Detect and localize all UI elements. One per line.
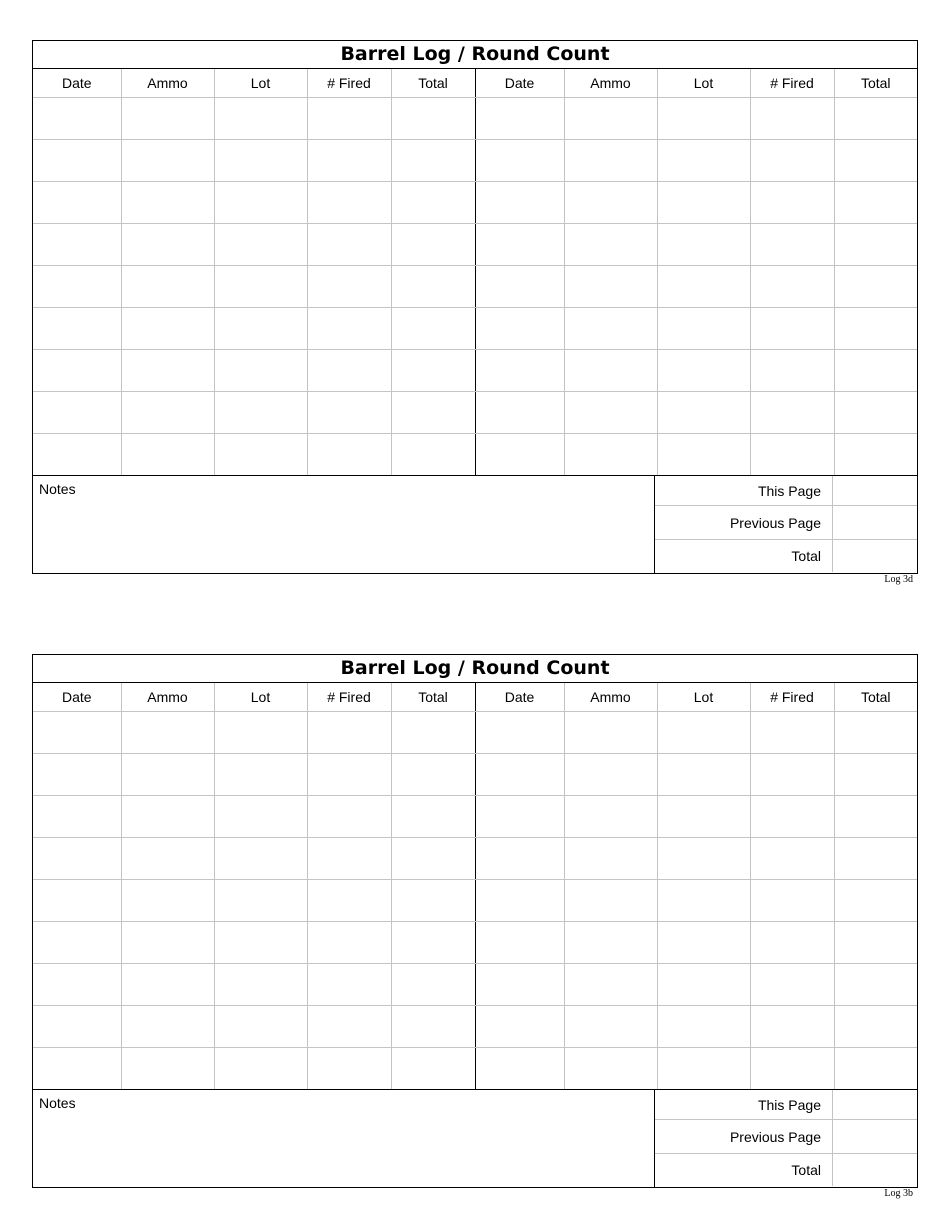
col-ammo-header: Ammo <box>121 683 214 711</box>
entry-cell[interactable] <box>214 879 307 921</box>
entry-cell[interactable] <box>307 97 391 139</box>
entry-cell[interactable] <box>33 433 121 475</box>
entry-cell[interactable] <box>33 139 121 181</box>
entry-cell[interactable] <box>657 265 750 307</box>
entry-cell[interactable] <box>564 921 657 963</box>
entry-cell[interactable] <box>391 223 475 265</box>
entry-cell[interactable] <box>121 1005 214 1047</box>
entry-cell[interactable] <box>475 181 564 223</box>
entry-cell[interactable] <box>564 433 657 475</box>
col-lot-header: Lot <box>214 69 307 97</box>
entry-cell[interactable] <box>657 181 750 223</box>
entry-cell[interactable] <box>475 753 564 795</box>
previous-page-label: Previous Page <box>655 506 833 539</box>
col-lot-header: Lot <box>214 683 307 711</box>
entry-cell[interactable] <box>391 181 475 223</box>
entry-cell[interactable] <box>564 1047 657 1089</box>
form-title: Barrel Log / Round Count <box>33 41 917 69</box>
entry-cell[interactable] <box>834 433 917 475</box>
entry-cell[interactable] <box>657 223 750 265</box>
entry-cell[interactable] <box>33 963 121 1005</box>
entry-cell[interactable] <box>33 711 121 753</box>
entry-cell[interactable] <box>33 1047 121 1089</box>
entry-cell[interactable] <box>657 391 750 433</box>
entry-cell[interactable] <box>121 753 214 795</box>
entry-cell[interactable] <box>307 181 391 223</box>
entry-cell[interactable] <box>121 837 214 879</box>
form-footer <box>33 475 917 573</box>
header-row <box>33 683 917 711</box>
entry-cell[interactable] <box>121 879 214 921</box>
entry-cell[interactable] <box>121 1047 214 1089</box>
this-page-row <box>655 476 917 506</box>
entry-cell[interactable] <box>33 265 121 307</box>
entry-cell[interactable] <box>307 879 391 921</box>
entry-cell[interactable] <box>750 879 834 921</box>
entry-cell[interactable] <box>564 879 657 921</box>
col-ammo-header: Ammo <box>564 69 657 97</box>
entry-cell[interactable] <box>33 97 121 139</box>
log-table <box>33 69 917 475</box>
entry-rows <box>33 711 917 1089</box>
entry-cell[interactable] <box>750 963 834 1005</box>
table-row <box>33 433 917 475</box>
entry-cell[interactable] <box>750 391 834 433</box>
entry-cell[interactable] <box>657 879 750 921</box>
entry-cell[interactable] <box>475 711 564 753</box>
entry-cell[interactable] <box>750 1005 834 1047</box>
entry-cell[interactable] <box>750 139 834 181</box>
entry-cell[interactable] <box>307 433 391 475</box>
entry-cell[interactable] <box>33 879 121 921</box>
entry-cell[interactable] <box>121 97 214 139</box>
table-row <box>33 711 917 753</box>
col-ammo-header: Ammo <box>564 683 657 711</box>
entry-cell[interactable] <box>834 391 917 433</box>
entry-cell[interactable] <box>657 1005 750 1047</box>
entry-cell[interactable] <box>475 837 564 879</box>
entry-cell[interactable] <box>214 181 307 223</box>
entry-cell[interactable] <box>750 837 834 879</box>
entry-cell[interactable] <box>475 307 564 349</box>
entry-cell[interactable] <box>834 1047 917 1089</box>
entry-cell[interactable] <box>475 795 564 837</box>
entry-cell[interactable] <box>834 307 917 349</box>
previous-page-row <box>655 1120 917 1154</box>
barrel-log-form-2 <box>32 654 918 1199</box>
entry-cell[interactable] <box>33 181 121 223</box>
entry-cell[interactable] <box>307 963 391 1005</box>
entry-rows <box>33 97 917 475</box>
entry-cell[interactable] <box>391 795 475 837</box>
entry-cell[interactable] <box>657 753 750 795</box>
totals-box <box>655 1090 917 1187</box>
entry-cell[interactable] <box>214 963 307 1005</box>
entry-cell[interactable] <box>475 265 564 307</box>
table-row <box>33 223 917 265</box>
entry-cell[interactable] <box>121 349 214 391</box>
entry-cell[interactable] <box>391 433 475 475</box>
this-page-value-cell[interactable] <box>833 476 917 505</box>
entry-cell[interactable] <box>121 391 214 433</box>
entry-cell[interactable] <box>33 1005 121 1047</box>
entry-cell[interactable] <box>657 711 750 753</box>
entry-cell[interactable] <box>391 97 475 139</box>
entry-cell[interactable] <box>307 223 391 265</box>
entry-cell[interactable] <box>475 349 564 391</box>
entry-cell[interactable] <box>657 837 750 879</box>
form-code: Log 3d <box>884 574 913 585</box>
entry-cell[interactable] <box>475 97 564 139</box>
table-row <box>33 837 917 879</box>
entry-cell[interactable] <box>214 711 307 753</box>
entry-cell[interactable] <box>391 837 475 879</box>
entry-cell[interactable] <box>564 963 657 1005</box>
previous-page-row <box>655 506 917 540</box>
col-total-header: Total <box>834 683 917 711</box>
entry-cell[interactable] <box>750 97 834 139</box>
header-row <box>33 69 917 97</box>
entry-cell[interactable] <box>214 391 307 433</box>
col-ammo-header: Ammo <box>121 69 214 97</box>
grand-total-label: Total <box>655 1154 833 1186</box>
entry-cell[interactable] <box>307 795 391 837</box>
table-row <box>33 265 917 307</box>
col-total-header: Total <box>391 683 475 711</box>
entry-cell[interactable] <box>475 879 564 921</box>
entry-cell[interactable] <box>564 795 657 837</box>
entry-cell[interactable] <box>307 391 391 433</box>
entry-cell[interactable] <box>657 139 750 181</box>
entry-cell[interactable] <box>657 1047 750 1089</box>
col-lot-header: Lot <box>657 683 750 711</box>
entry-cell[interactable] <box>750 223 834 265</box>
entry-cell[interactable] <box>214 921 307 963</box>
table-row <box>33 1047 917 1089</box>
entry-cell[interactable] <box>307 265 391 307</box>
entry-cell[interactable] <box>834 1005 917 1047</box>
this-page-row <box>655 1090 917 1120</box>
barrel-log-form-1 <box>32 40 918 585</box>
table-row <box>33 795 917 837</box>
table-row <box>33 349 917 391</box>
form-title: Barrel Log / Round Count <box>33 655 917 683</box>
entry-cell[interactable] <box>391 921 475 963</box>
entry-cell[interactable] <box>214 223 307 265</box>
entry-cell[interactable] <box>121 963 214 1005</box>
entry-cell[interactable] <box>391 307 475 349</box>
entry-cell[interactable] <box>834 97 917 139</box>
grand-total-value-cell[interactable] <box>833 540 917 572</box>
entry-cell[interactable] <box>657 307 750 349</box>
entry-cell[interactable] <box>33 391 121 433</box>
entry-cell[interactable] <box>564 391 657 433</box>
entry-cell[interactable] <box>475 433 564 475</box>
entry-cell[interactable] <box>391 1005 475 1047</box>
entry-cell[interactable] <box>33 837 121 879</box>
previous-page-value-cell[interactable] <box>833 506 917 539</box>
form-footer <box>33 1089 917 1187</box>
entry-cell[interactable] <box>121 223 214 265</box>
entry-cell[interactable] <box>33 795 121 837</box>
entry-cell[interactable] <box>214 97 307 139</box>
entry-cell[interactable] <box>214 1005 307 1047</box>
col-fired-header: # Fired <box>307 69 391 97</box>
entry-cell[interactable] <box>834 139 917 181</box>
table-row <box>33 307 917 349</box>
grand-total-label: Total <box>655 540 833 572</box>
entry-cell[interactable] <box>657 921 750 963</box>
col-fired-header: # Fired <box>750 69 834 97</box>
entry-cell[interactable] <box>121 265 214 307</box>
col-date-header: Date <box>475 683 564 711</box>
entry-cell[interactable] <box>834 223 917 265</box>
grand-total-value-cell[interactable] <box>833 1154 917 1186</box>
entry-cell[interactable] <box>307 349 391 391</box>
entry-cell[interactable] <box>657 795 750 837</box>
entry-cell[interactable] <box>475 391 564 433</box>
entry-cell[interactable] <box>564 711 657 753</box>
entry-cell[interactable] <box>564 753 657 795</box>
entry-cell[interactable] <box>564 223 657 265</box>
entry-cell[interactable] <box>475 223 564 265</box>
entry-cell[interactable] <box>564 349 657 391</box>
entry-cell[interactable] <box>214 433 307 475</box>
entry-cell[interactable] <box>564 97 657 139</box>
entry-cell[interactable] <box>391 963 475 1005</box>
entry-cell[interactable] <box>307 139 391 181</box>
entry-cell[interactable] <box>307 1005 391 1047</box>
col-date-header: Date <box>33 69 121 97</box>
table-row <box>33 391 917 433</box>
table-row <box>33 139 917 181</box>
entry-cell[interactable] <box>214 307 307 349</box>
entry-cell[interactable] <box>475 1047 564 1089</box>
col-total-header: Total <box>391 69 475 97</box>
entry-cell[interactable] <box>121 433 214 475</box>
this-page-value-cell[interactable] <box>833 1090 917 1119</box>
entry-cell[interactable] <box>564 307 657 349</box>
entry-cell[interactable] <box>475 1005 564 1047</box>
col-fired-header: # Fired <box>307 683 391 711</box>
entry-cell[interactable] <box>834 963 917 1005</box>
entry-cell[interactable] <box>33 307 121 349</box>
entry-cell[interactable] <box>750 349 834 391</box>
this-page-label: This Page <box>655 476 833 505</box>
entry-cell[interactable] <box>391 391 475 433</box>
entry-cell[interactable] <box>214 1047 307 1089</box>
entry-cell[interactable] <box>750 307 834 349</box>
entry-cell[interactable] <box>657 433 750 475</box>
table-row <box>33 181 917 223</box>
totals-box <box>655 476 917 573</box>
entry-cell[interactable] <box>33 753 121 795</box>
entry-cell[interactable] <box>834 753 917 795</box>
entry-cell[interactable] <box>391 139 475 181</box>
col-date-header: Date <box>475 69 564 97</box>
entry-cell[interactable] <box>214 753 307 795</box>
entry-cell[interactable] <box>307 921 391 963</box>
grand-total-row <box>655 1154 917 1186</box>
entry-cell[interactable] <box>391 265 475 307</box>
entry-cell[interactable] <box>307 307 391 349</box>
notes-field[interactable] <box>33 476 655 573</box>
previous-page-label: Previous Page <box>655 1120 833 1153</box>
entry-cell[interactable] <box>391 349 475 391</box>
entry-cell[interactable] <box>391 1047 475 1089</box>
col-fired-header: # Fired <box>750 683 834 711</box>
entry-cell[interactable] <box>657 97 750 139</box>
entry-cell[interactable] <box>33 921 121 963</box>
entry-cell[interactable] <box>750 921 834 963</box>
entry-cell[interactable] <box>121 795 214 837</box>
table-row <box>33 921 917 963</box>
previous-page-value-cell[interactable] <box>833 1120 917 1153</box>
entry-cell[interactable] <box>750 433 834 475</box>
table-row <box>33 97 917 139</box>
entry-cell[interactable] <box>564 181 657 223</box>
entry-cell[interactable] <box>214 795 307 837</box>
entry-cell[interactable] <box>475 139 564 181</box>
form-frame <box>32 40 918 574</box>
entry-cell[interactable] <box>750 1047 834 1089</box>
entry-cell[interactable] <box>834 795 917 837</box>
table-row <box>33 753 917 795</box>
entry-cell[interactable] <box>475 921 564 963</box>
entry-cell[interactable] <box>214 139 307 181</box>
col-date-header: Date <box>33 683 121 711</box>
entry-cell[interactable] <box>121 181 214 223</box>
entry-cell[interactable] <box>214 265 307 307</box>
table-row <box>33 879 917 921</box>
table-row <box>33 1005 917 1047</box>
form-frame <box>32 654 918 1188</box>
entry-cell[interactable] <box>834 711 917 753</box>
entry-cell[interactable] <box>834 181 917 223</box>
entry-cell[interactable] <box>657 349 750 391</box>
entry-cell[interactable] <box>307 1047 391 1089</box>
entry-cell[interactable] <box>307 711 391 753</box>
entry-cell[interactable] <box>834 879 917 921</box>
col-lot-header: Lot <box>657 69 750 97</box>
entry-cell[interactable] <box>475 963 564 1005</box>
col-total-header: Total <box>834 69 917 97</box>
entry-cell[interactable] <box>834 265 917 307</box>
entry-cell[interactable] <box>750 265 834 307</box>
entry-cell[interactable] <box>750 181 834 223</box>
entry-cell[interactable] <box>121 921 214 963</box>
entry-cell[interactable] <box>834 837 917 879</box>
entry-cell[interactable] <box>564 837 657 879</box>
entry-cell[interactable] <box>750 795 834 837</box>
notes-field[interactable] <box>33 1090 655 1187</box>
entry-cell[interactable] <box>657 963 750 1005</box>
entry-cell[interactable] <box>750 711 834 753</box>
entry-cell[interactable] <box>121 139 214 181</box>
entry-cell[interactable] <box>121 307 214 349</box>
notes-label: Notes <box>39 1095 76 1111</box>
table-row <box>33 963 917 1005</box>
notes-label: Notes <box>39 481 76 497</box>
entry-cell[interactable] <box>307 753 391 795</box>
entry-cell[interactable] <box>564 139 657 181</box>
entry-cell[interactable] <box>564 1005 657 1047</box>
entry-cell[interactable] <box>214 349 307 391</box>
grand-total-row <box>655 540 917 572</box>
entry-cell[interactable] <box>33 349 121 391</box>
entry-cell[interactable] <box>750 753 834 795</box>
entry-cell[interactable] <box>564 265 657 307</box>
entry-cell[interactable] <box>307 837 391 879</box>
entry-cell[interactable] <box>391 879 475 921</box>
entry-cell[interactable] <box>834 921 917 963</box>
entry-cell[interactable] <box>391 711 475 753</box>
form-code: Log 3b <box>884 1188 913 1199</box>
log-table <box>33 683 917 1089</box>
entry-cell[interactable] <box>121 711 214 753</box>
this-page-label: This Page <box>655 1090 833 1119</box>
entry-cell[interactable] <box>391 753 475 795</box>
entry-cell[interactable] <box>33 223 121 265</box>
entry-cell[interactable] <box>214 837 307 879</box>
entry-cell[interactable] <box>834 349 917 391</box>
